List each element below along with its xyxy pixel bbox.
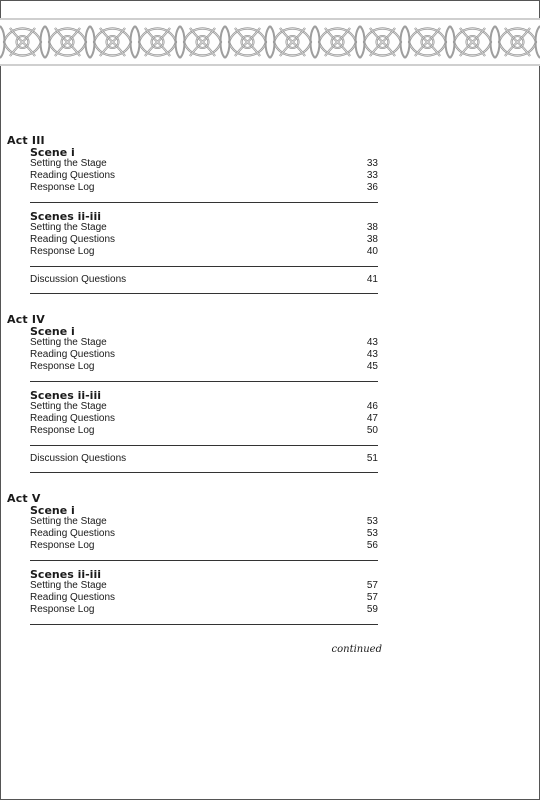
act-title: Act V	[7, 492, 41, 505]
celtic-knot-border-icon	[0, 18, 540, 66]
divider	[30, 293, 378, 294]
toc-entry-label: Discussion Questions	[30, 453, 127, 464]
toc-entry-label: Reading Questions	[30, 234, 116, 245]
divider	[30, 381, 378, 382]
toc-entry-page: 56	[366, 540, 378, 551]
toc-entry-page: 46	[366, 401, 378, 412]
toc-entry-page: 51	[366, 453, 378, 464]
toc-entry-page: 40	[366, 246, 378, 257]
divider	[30, 266, 378, 267]
toc-entry[interactable]	[30, 604, 378, 616]
toc-entry-page: 57	[366, 592, 378, 603]
scene-title: Scenes ii-iii	[30, 210, 101, 223]
divider	[30, 624, 378, 625]
toc-entry-label: Response Log	[30, 604, 95, 615]
toc-entry[interactable]	[30, 516, 378, 528]
toc-entry-page: 47	[366, 413, 378, 424]
scene-title: Scenes ii-iii	[30, 568, 101, 581]
act-title: Act IV	[7, 313, 45, 326]
divider	[30, 472, 378, 473]
divider	[30, 445, 378, 446]
toc-entry-page: 50	[366, 425, 378, 436]
toc-entry-label: Setting the Stage	[30, 516, 107, 527]
toc-entry[interactable]	[30, 274, 378, 286]
toc-entry[interactable]	[30, 528, 378, 540]
toc-entry[interactable]	[30, 246, 378, 258]
toc-entry-label: Response Log	[30, 540, 95, 551]
toc-entry-label: Setting the Stage	[30, 401, 107, 412]
toc-entry[interactable]	[30, 170, 378, 182]
toc-entry[interactable]	[30, 425, 378, 437]
toc-entry-page: 57	[366, 580, 378, 591]
toc-entry-label: Response Log	[30, 246, 95, 257]
toc-entry[interactable]	[30, 540, 378, 552]
continued-note: continued	[331, 644, 382, 655]
divider	[30, 560, 378, 561]
scene-title: Scene i	[30, 146, 75, 159]
toc-entry-page: 38	[366, 234, 378, 245]
toc-entry-label: Setting the Stage	[30, 158, 107, 169]
act-title: Act III	[7, 134, 45, 147]
toc-entry[interactable]	[30, 182, 378, 194]
toc-entry[interactable]	[30, 401, 378, 413]
toc-entry[interactable]	[30, 361, 378, 373]
toc-entry-page: 53	[366, 528, 378, 539]
toc-entry-page: 43	[366, 349, 378, 360]
toc-entry-label: Reading Questions	[30, 349, 116, 360]
toc-entry-label: Setting the Stage	[30, 337, 107, 348]
divider	[30, 202, 378, 203]
toc-entry-page: 43	[366, 337, 378, 348]
toc-entry-label: Response Log	[30, 361, 95, 372]
toc-entry[interactable]	[30, 453, 378, 465]
toc-entry-page: 53	[366, 516, 378, 527]
toc-entry-page: 38	[366, 222, 378, 233]
toc-entry[interactable]	[30, 413, 378, 425]
toc-entry-label: Reading Questions	[30, 170, 116, 181]
toc-entry-label: Setting the Stage	[30, 580, 107, 591]
toc-entry[interactable]	[30, 592, 378, 604]
toc-entry-page: 59	[366, 604, 378, 615]
scene-title: Scene i	[30, 504, 75, 517]
toc-entry-label: Reading Questions	[30, 413, 116, 424]
toc-entry[interactable]	[30, 222, 378, 234]
scene-title: Scenes ii-iii	[30, 389, 101, 402]
toc-entry-label: Response Log	[30, 182, 95, 193]
toc-entry-label: Reading Questions	[30, 528, 116, 539]
toc-entry[interactable]	[30, 349, 378, 361]
toc-entry-page: 33	[366, 158, 378, 169]
toc-entry-page: 45	[366, 361, 378, 372]
toc-entry[interactable]	[30, 234, 378, 246]
scene-title: Scene i	[30, 325, 75, 338]
toc-entry-page: 36	[366, 182, 378, 193]
toc-entry[interactable]	[30, 158, 378, 170]
toc-entry-page: 41	[366, 274, 378, 285]
toc-entry-page: 33	[366, 170, 378, 181]
toc-entry-label: Response Log	[30, 425, 95, 436]
toc-entry-label: Setting the Stage	[30, 222, 107, 233]
toc-entry[interactable]	[30, 337, 378, 349]
toc-entry[interactable]	[30, 580, 378, 592]
toc-entry-label: Reading Questions	[30, 592, 116, 603]
toc-entry-label: Discussion Questions	[30, 274, 127, 285]
